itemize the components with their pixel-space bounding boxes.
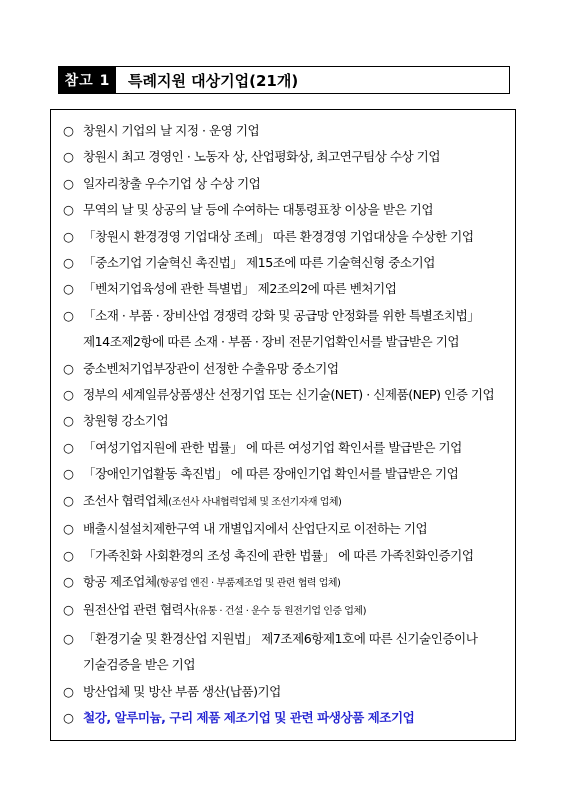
bullet-icon: ○ [63, 492, 74, 508]
bullet-icon: ○ [63, 123, 74, 138]
bullet-icon: ○ [63, 202, 74, 218]
list-item: ○ 정부의 세계일류상품생산 선정기업 또는 신기술(NET) · 신제품(NEP) 인증 기업 [63, 382, 515, 408]
list-item: ○ 「소재 · 부품 · 장비산업 경쟁력 강화 및 공급망 안정화를 위한 특별조치법」 [63, 303, 515, 329]
list-item: ○ 「벤처기업육성에 관한 특별법」 제2조의2에 따른 벤처기업 [63, 276, 515, 302]
list-item: ○ 창원시 기업의 날 지정 · 운영 기업 [63, 118, 515, 144]
bullet-icon: ○ [63, 228, 74, 244]
bullet-icon: ○ [63, 281, 74, 297]
list-item-continuation: 기술검증을 받은 기업 [83, 657, 195, 673]
eligible-companies-list [50, 109, 516, 741]
list-item: ○ 일자리창출 우수기업 상 수상 기업 [63, 171, 515, 197]
bullet-icon: ○ [63, 602, 74, 618]
list-item: ○ 창원형 강소기업 [63, 408, 515, 434]
bullet-icon: ○ [63, 683, 74, 699]
list-item: ○ 원전산업 관련 협력사(유통 · 건설 · 운수 등 원전기업 인증 업체) [63, 597, 515, 625]
list-item: ○ 「중소기업 기술혁신 촉진법」 제15조에 따른 기술혁신형 중소기업 [63, 250, 515, 276]
bullet-icon: ○ [63, 360, 74, 376]
bullet-icon: ○ [63, 307, 74, 323]
reference-tag: 참고 1 [59, 67, 116, 93]
bullet-icon: ○ [63, 521, 74, 537]
item-note: (항공업 엔진 · 부품제조업 및 관련 협력 업체) [156, 577, 341, 589]
bullet-icon: ○ [63, 387, 74, 403]
list-item: ○ 방산업체 및 방산 부품 생산(납품)기업 [63, 679, 515, 705]
bullet-icon: ○ [63, 255, 74, 271]
list-item: ○ 「환경기술 및 환경산업 지원법」 제7조제6항제1호에 따른 신기술인증이나 [63, 626, 515, 652]
item-note: (조선사 사내협력업체 및 조선기자재 업체) [168, 496, 342, 508]
bullet-icon: ○ [63, 175, 74, 191]
bullet-icon: ○ [63, 573, 74, 589]
bullet-icon: ○ [63, 413, 74, 429]
list-item: ○ 「여성기업지원에 관한 법률」 에 따른 여성기업 확인서를 발급받은 기업 [63, 435, 515, 461]
list-item: ○ 배출시설설치제한구역 내 개별입지에서 산업단지로 이전하는 기업 [63, 516, 515, 542]
list-item: ○ 조선사 협력업체(조선사 사내협력업체 및 조선기자재 업체) [63, 488, 515, 516]
list-item: ○ 중소벤처기업부장관이 선정한 수출유망 중소기업 [63, 356, 515, 382]
list-item-highlighted: ○ 철강, 알루미늄, 구리 제품 제조기업 및 관련 파생상품 제조기업 [63, 705, 515, 731]
bullet-icon: ○ [63, 709, 74, 725]
item-note: (유통 · 건설 · 운수 등 원전기업 인증 업체) [195, 606, 366, 618]
section-header [58, 66, 510, 94]
bullet-icon: ○ [63, 547, 74, 563]
list-item: ○ 「가족친화 사회환경의 조성 촉진에 관한 법률」 에 따른 가족친화인증기업 [63, 543, 515, 569]
list-item: ○ 창원시 최고 경영인 · 노동자 상, 산업평화상, 최고연구팀상 수상 기업 [63, 144, 515, 170]
list-item: ○ 「창원시 환경경영 기업대상 조례」 따른 환경경영 기업대상을 수상한 기업 [63, 224, 515, 250]
section-title: 특례지원 대상기업(21개) [128, 71, 299, 90]
list-item: ○ 「장애인기업활동 촉진법」 에 따른 장애인기업 확인서를 발급받은 기업 [63, 461, 515, 487]
bullet-icon: ○ [63, 439, 74, 455]
list-item-continuation: 제14조제2항에 따른 소재 · 부품 · 장비 전문기업확인서를 발급받은 기업 [83, 334, 460, 350]
bullet-icon: ○ [63, 149, 74, 165]
list-item: ○ 무역의 날 및 상공의 날 등에 수여하는 대통령표창 이상을 받은 기업 [63, 197, 515, 223]
bullet-icon: ○ [63, 630, 74, 646]
bullet-icon: ○ [63, 466, 74, 482]
list-item: ○ 항공 제조업체(항공업 엔진 · 부품제조업 및 관련 협력 업체) [63, 569, 515, 597]
